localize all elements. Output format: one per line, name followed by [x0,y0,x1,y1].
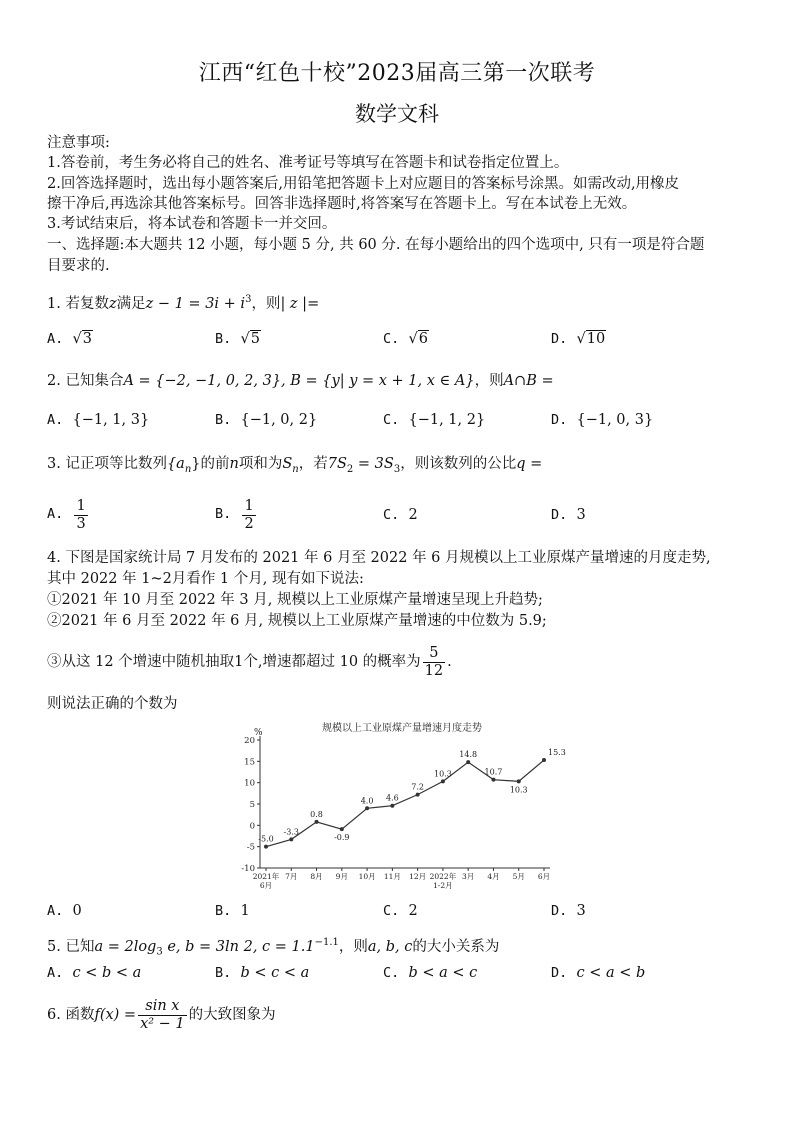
q3-eq2: = 3S [353,456,394,472]
q5-log-base: 3 [156,946,163,958]
note-item: 2.回答选择题时，选出每小题答案后,用铅笔把答题卡上对应题目的答案标号涂黑。如需改动,用橡皮 [47,176,680,192]
section-heading: 一、选择题:本大题共 12 小题，每小题 5 分, 共 60 分. 在每小题给出的四个选项中, 只有一项是符合题 [47,237,705,253]
option-letter: A. [47,505,64,522]
q1-pre: 1. 若复数 [47,295,109,312]
data-point [365,806,369,810]
option-letter: C. [383,507,400,523]
data-point [416,793,420,797]
q5-pre: 5. 已知 [47,938,95,955]
option-letter: D. [551,412,568,428]
q5-vars: a, b, c [367,938,413,955]
option-value: 1 [240,903,250,919]
option-c[interactable] [383,507,418,523]
option-a[interactable] [47,331,93,347]
option-d[interactable] [551,412,653,428]
fraction [74,498,87,533]
data-point [491,778,495,782]
option-value: b < a < c [408,965,478,981]
q3-mid: 的前 [200,456,230,472]
numerator: 1 [244,498,254,514]
option-letter: A. [47,331,64,347]
q3-n: n [229,456,239,472]
q1-abs: | z |= [280,295,320,312]
q3-post: ，则该数列的公比 [400,456,517,472]
option-a[interactable] [47,903,82,919]
numerator: sin x [138,998,187,1016]
data-point [264,845,268,849]
q1-equation: z − 1 = 3i + i [145,295,246,312]
q3-eq1-sub: 2 [346,463,354,475]
option-b[interactable] [215,331,261,347]
option-b[interactable] [215,903,250,919]
q6-post: 的大致图象为 [188,1007,276,1023]
sqrt-icon: √5 [240,331,260,347]
option-a[interactable] [47,498,90,533]
q5-expr2: e, b = 3ln 2, c = 1.1 [162,938,315,955]
question-4-cont: 其中 2022 年 1~2月看作 1 个月, 现有如下说法: [47,571,364,587]
option-value: b < c < a [240,965,310,981]
chart-axes [260,736,550,868]
option-letter: B. [215,903,232,919]
q1-options [47,331,752,351]
numerator: 1 [76,498,86,514]
option-c[interactable] [383,331,429,347]
chart-title: 规模以上工业原煤产量增速月度走势 [322,723,482,734]
data-point [466,760,470,764]
data-label: -5.0 [258,834,274,844]
notes-heading: 注意事项: [47,135,110,151]
q5-exponent: −1.1 [314,937,339,948]
q2-post: ，则 [474,373,504,389]
option-value: c < a < b [576,965,646,981]
note-item: 擦干净后,再选涂其他答案标号。回答非选择题时,将答案写在答题卡上。写在本试卷上无效。 [47,196,637,212]
option-value: 0 [72,903,82,919]
q6-fx: f(x) = [94,1007,137,1023]
data-label: 15.3 [548,748,566,758]
data-label: 10.3 [509,785,528,795]
option-letter: A. [47,412,64,428]
y-tick-label: 10 [244,778,255,789]
option-letter: D. [551,903,568,919]
x-tick-label-sub: 6月 [259,881,273,890]
option-value: 6 [418,331,428,347]
fraction [138,998,187,1033]
data-point [315,820,319,824]
data-point [390,804,394,808]
q3-q: q = [516,456,543,472]
data-label: -3.3 [283,827,299,837]
option-letter: C. [383,412,400,428]
q5-options [47,965,752,985]
y-axis-unit: % [254,728,263,738]
denominator: 2 [244,516,254,532]
option-value: 3 [576,507,586,523]
question-4: 4. 下图是国家统计局 7 月发布的 2021 年 6 月至 2022 年 6 月规模以上工业原煤产量增速的月度走势, [47,550,711,566]
x-tick-label: 4月 [487,872,500,881]
data-point [517,779,521,783]
option-b[interactable] [215,412,317,428]
option-value: 5 [250,331,260,347]
statement-2: ②2021 年 6 月至 2022 年 6 月, 规模以上工业原煤产量增速的中位数为 5.9; [47,613,547,629]
q2-sets: A = {−2, −1, 0, 2, 3}, B = {y| y = x + 1, x ∈ A} [123,373,475,389]
x-tick-label: 3月 [462,872,475,881]
q3-mid3: ，若 [298,456,328,472]
option-d[interactable] [551,965,645,981]
sqrt-icon: √10 [576,331,606,347]
note-item: 3.考试结束后，将本试卷和答题卡一并交回。 [47,216,337,232]
x-tick-label: 5月 [512,872,525,881]
q3-eq1: 7S [327,456,347,472]
option-a[interactable] [47,965,141,981]
q6-pre: 6. 函数 [47,1007,95,1023]
q5-expr: a = 2log [94,938,157,955]
statement-3-end: . [447,654,452,670]
x-tick-label: 7月 [285,872,298,881]
option-value: {−1, 0, 2} [240,412,318,428]
y-tick-label: 20 [244,736,255,746]
option-letter: A. [47,965,64,981]
option-value: {−1, 1, 3} [72,412,150,428]
x-tick-label: 8月 [310,872,323,881]
denominator: 12 [424,662,444,679]
q3-s-sub: n [292,463,299,475]
q2-options [47,412,752,432]
x-tick-label: 9月 [335,872,348,881]
denominator: 3 [76,516,86,532]
statement-1: ①2021 年 10 月至 2022 年 3 月, 规模以上工业原煤产量增速呈现上升趋势; [47,592,543,608]
q3-mid2: 项和为 [238,456,283,472]
note-item: 1.答卷前，考生务必将自己的姓名、准考证号等填写在答题卡和试卷指定位置上。 [47,155,569,171]
option-letter: A. [47,903,64,919]
option-value: 3 [576,903,586,919]
question-3 [47,454,752,480]
q3-s: S [282,456,293,472]
x-tick-label: 2021年 [252,872,280,881]
option-c[interactable] [383,412,485,428]
x-tick-label: 2022年 [429,872,457,881]
q3-eq2-sub: 3 [393,463,401,475]
data-labels [258,748,566,844]
q5-post2: 的大小关系为 [412,938,500,955]
q1-post: ，则 [251,295,281,312]
option-b[interactable] [215,498,258,533]
y-tick-label: 15 [244,757,255,768]
option-letter: B. [215,331,232,347]
option-value: {−1, 0, 3} [576,412,654,428]
option-d[interactable] [551,903,586,919]
data-label: 4.0 [360,796,374,806]
statement-3 [47,642,752,682]
q1-mid: 满足 [116,295,146,312]
option-letter: D. [551,965,568,981]
x-tick-label: 12月 [409,872,427,881]
data-label: 4.6 [385,793,399,803]
q3-seq-end: } [191,456,201,472]
option-value: c < b < a [72,965,142,981]
fraction [242,498,255,533]
option-c[interactable] [383,903,418,919]
x-tick-label: 6月 [537,872,551,881]
sqrt-icon: √3 [72,331,92,347]
coal-growth-chart [232,718,566,893]
option-letter: B. [215,965,232,981]
q4-options [47,903,752,923]
option-d[interactable] [551,331,606,347]
sqrt-icon: √6 [408,331,428,347]
fraction [423,645,445,680]
data-label: -0.9 [334,833,350,843]
statement-3-text: ③从这 12 个增速中随机抽取1个,增速都超过 10 的概率为 [47,654,421,670]
question-5 [47,933,752,963]
q3-pre: 3. 记正项等比数列 [47,456,167,472]
option-letter: C. [383,903,400,919]
option-value: 3 [82,331,92,347]
option-c[interactable] [383,965,477,981]
x-tick-label-sub: 1-2月 [433,881,453,890]
x-tick-label: 11月 [383,872,401,881]
data-point [340,827,344,831]
q3-seq-sub: n [184,463,192,475]
q3-options [47,498,752,538]
option-letter: B. [215,505,232,522]
data-label: 14.8 [459,750,478,760]
option-b[interactable] [215,965,309,981]
y-tick-label: 0 [249,821,255,832]
exam-subtitle: 数学文科 [355,102,439,126]
x-ticks [253,868,550,890]
x-tick-label: 10月 [358,872,376,881]
denominator: x² − 1 [140,1015,185,1032]
data-label: 7.2 [411,782,425,792]
numerator: 5 [423,645,445,663]
option-value: 2 [408,507,418,523]
data-label: 10.7 [484,767,503,777]
y-tick-label: -5 [246,842,255,853]
exam-title: 江西“红色十校”2023届高三第一次联考 [198,61,596,86]
data-point [542,758,546,762]
question-1 [47,290,752,314]
q3-seq: {a [166,456,185,472]
option-letter: B. [215,412,232,428]
y-tick-label: -10 [241,864,255,874]
data-point [441,779,445,783]
question-4-ask: 则说法正确的个数为 [47,696,178,712]
question-2 [47,371,752,391]
option-value: 10 [586,331,606,347]
data-points [264,758,546,849]
y-tick-label: 5 [249,800,255,810]
option-d[interactable] [551,507,586,523]
question-6 [47,995,752,1035]
section-heading-cont: 目要求的. [47,258,110,274]
q1-var: z [108,295,117,312]
data-label: 0.8 [310,809,323,819]
option-letter: C. [383,965,400,981]
data-label: 10.3 [434,769,452,779]
data-point [289,837,293,841]
option-letter: D. [551,331,568,347]
option-a[interactable] [47,412,149,428]
option-value: {−1, 1, 2} [408,412,486,428]
q5-post: ，则 [338,938,368,955]
y-ticks [241,736,260,874]
option-letter: D. [551,507,568,523]
q2-pre: 2. 已知集合 [47,373,124,389]
option-value: 2 [408,903,418,919]
q2-intersection: A∩B = [503,373,554,389]
q1-exponent: 3 [245,294,252,305]
option-letter: C. [383,331,400,347]
